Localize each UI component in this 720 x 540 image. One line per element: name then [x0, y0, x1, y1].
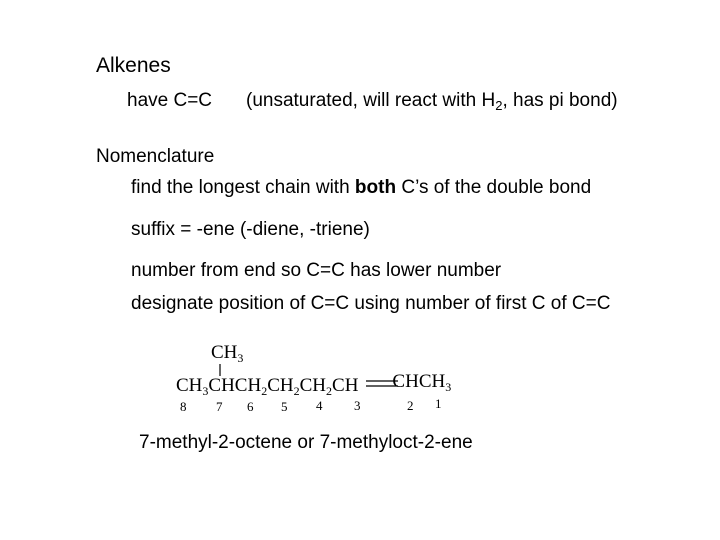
page-title: Alkenes [96, 54, 171, 77]
carbon-number-2: 2 [407, 398, 414, 413]
branch-methyl: $CH_3$ [211, 342, 244, 365]
carbon-number-8: 8 [180, 399, 187, 414]
rule-longest-chain [131, 178, 591, 197]
carbon-number-7: 7 [216, 399, 223, 414]
nomenclature-heading: Nomenclature [96, 146, 215, 167]
carbon-number-4: 4 [316, 398, 323, 413]
carbon-number-6: 6 [247, 399, 254, 414]
alkene-properties [246, 90, 618, 113]
alkene-definition: have C=C [127, 90, 213, 111]
alkene-properties-text: (unsaturated, will react with H [246, 90, 496, 111]
structural-formula [168, 338, 468, 420]
compound-name: 7-methyl-2-octene or 7-methyloct-2-ene [139, 432, 473, 453]
rule-emphasis-both: both [354, 177, 397, 198]
carbon-number-5: 5 [281, 399, 288, 414]
carbon-number-1: 1 [435, 396, 442, 411]
rule-position: designate position of C=C using number of first C of C=C [131, 293, 611, 314]
rule-longest-chain-text: find the longest chain with [131, 177, 355, 198]
rule-suffix: suffix = -ene (-diene, -triene) [131, 219, 370, 240]
main-chain: $CH_3CHCH_2CH_2CH_2CH$ $CHCH_3$ [176, 371, 452, 398]
rule-numbering: number from end so C=C has lower number [131, 260, 502, 281]
h2-subscript: 2 [495, 98, 503, 113]
rule-longest-chain-text-end: C’s of the double bond [396, 177, 592, 198]
alkene-properties-text-end: , has pi bond) [502, 90, 618, 111]
carbon-number-3: 3 [354, 398, 361, 413]
